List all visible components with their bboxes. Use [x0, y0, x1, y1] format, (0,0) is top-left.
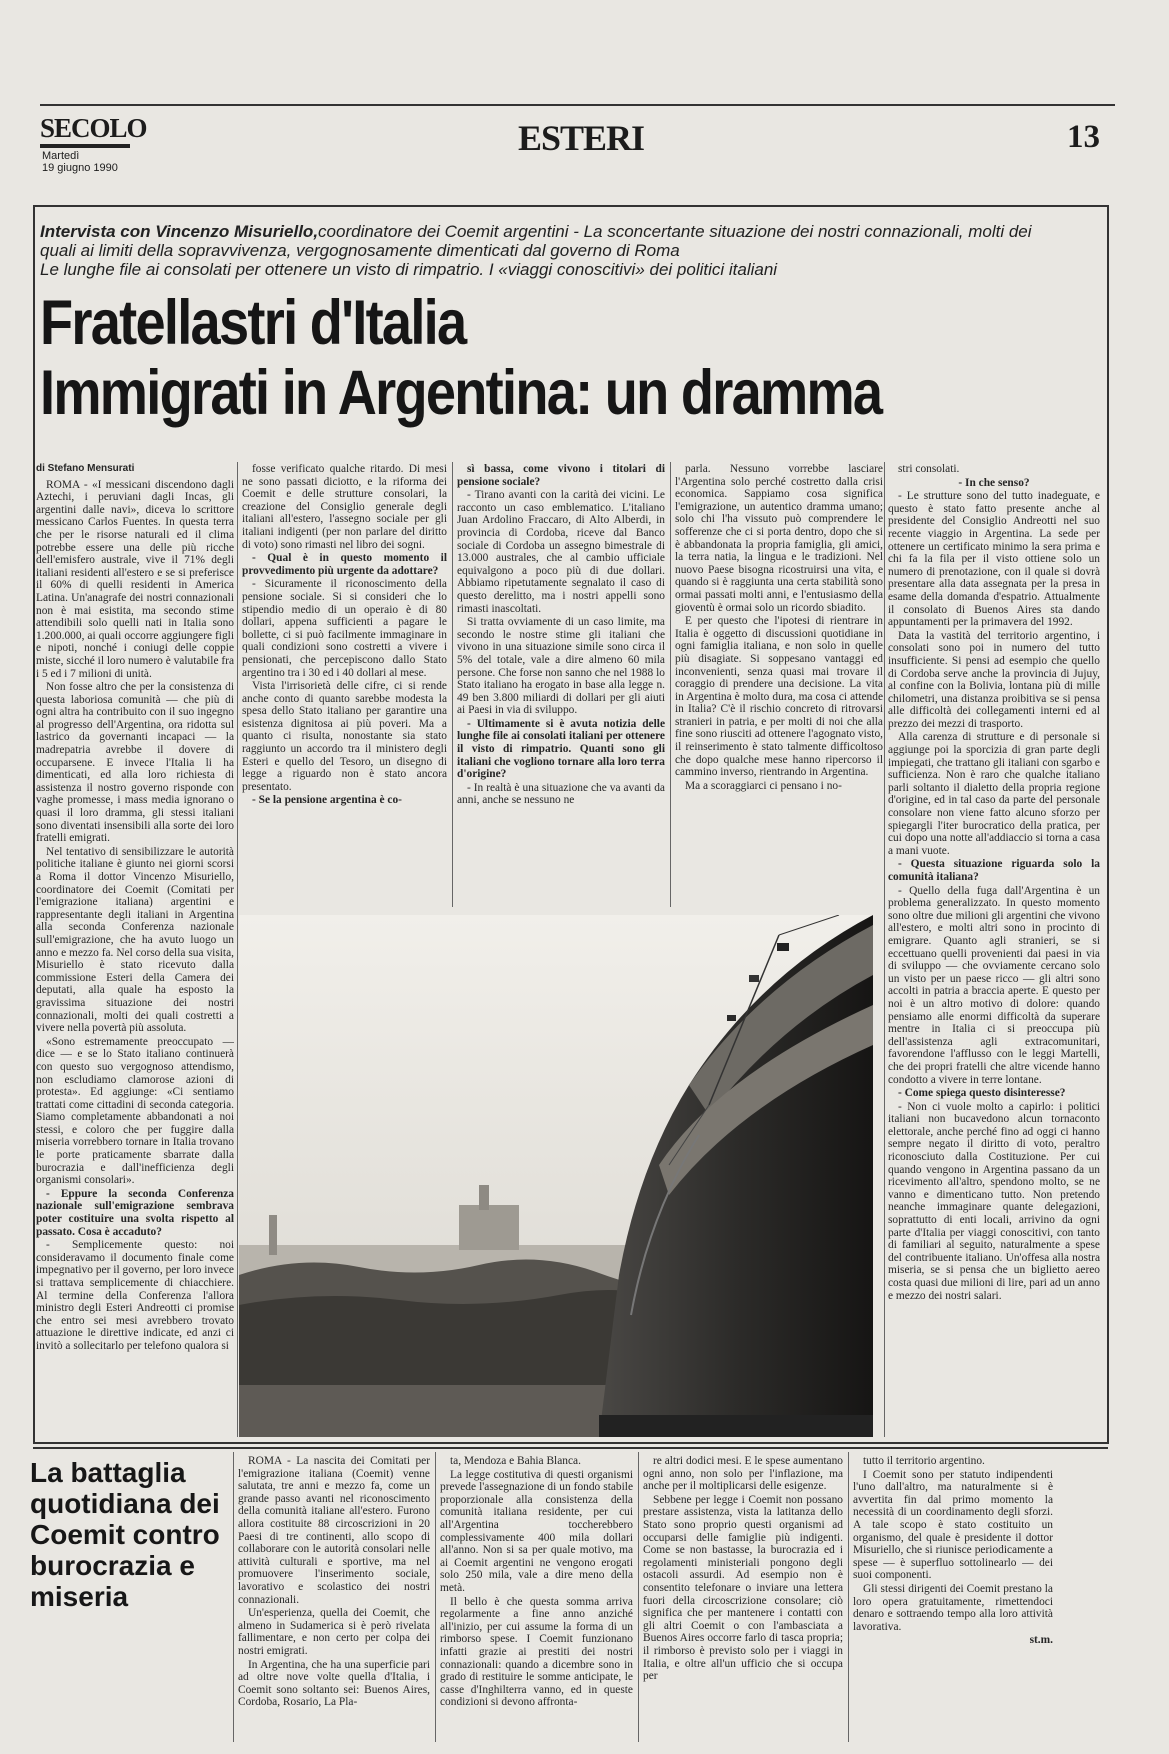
sidebar-col2-para-1: ta, Mendoza e Bahia Blanca. — [450, 1455, 581, 1467]
sidebar-col4-para-2: I Coemit sono per statuto indipendenti l'uno dall'altro, ma naturalmente si è avvertita fin dal primo momento la necessità di un coordinamento degli sforzi. A tale scopo è stato costituito un organismo, del quale è presidente il dottor Misuriello, che si riunisce periodicamente a spese — è superfluo sottolinearlo — dei suoi componenti. — [853, 1468, 1053, 1582]
newspaper-logo: SECOLO — [40, 113, 147, 143]
headline-line-2: Immigrati in Argentina: un dramma — [40, 358, 882, 428]
sidebar-col4-para-1: tutto il territorio argentino. — [863, 1455, 985, 1467]
column-divider — [452, 462, 453, 907]
col1-para-4: «Sono estremamente preoccupato — dice — e se lo Stato italiano continuerà con questo suo vergognoso attendismo, non escludiamo clamorose azioni di protesta». Ed aggiunge: «Ci sentiamo trattati come cittadini di seconda categoria. Siamo completamente abbandonati a noi stessi, e coloro che per fuggire dalla miseria vorrebbero tornare in Italia trovano le porte praticamente sbarrate dalla burocrazia e dall'inefficienza degli organismi consolari». — [36, 1035, 234, 1187]
headline — [40, 288, 934, 428]
emigrant-ship-photo — [239, 915, 873, 1437]
masthead — [40, 105, 1110, 175]
sidebar-column-3 — [643, 1455, 843, 1740]
article-deck — [40, 222, 1060, 279]
sidebar-col3-para-1: re altri dodici mesi. E le spese aumentano ogni anno, non solo per l'inflazione, ma anche per il moltiplicarsi delle esigenze. — [643, 1455, 843, 1493]
sidebar-col2-para-2: La legge costitutiva di questi organismi prevede l'assegnazione di un fondo stabile proporzionale alla consistenza della comunità italiana residente, per cui all'Argentina toccherebbero complessivamente 400 mila dollari all'anno. Non si sa per quale motivo, ma ai Coemit argentini ne vengono erogati solo 250 mila, vale a dire meno della metà. — [440, 1468, 633, 1594]
col1-para-1: ROMA - «I messicani discendono dagli Aztechi, i peruviani dagli Incas, gli argentini dalle navi», diceva lo scrittore messicano Carlos Fuentes. In questa terra che per le risorse naturali ed il clima potrebbe essere una delle più ricche dell'emisfero australe, vive il 71% degli italiani residenti all'estero e se si preferisce il 60% di quelli residenti in America Latina. Un'anagrafe dei nostri connazionali non è mai esistita, ma secondo stime attendibili solo quelli nati in Italia sono 1.200.000, ai quali occorre aggiungere figli e nipoti, nonché i coniugi delle coppie miste, sicché il loro numero è valutabile fra i 5 ed i 7 milioni di unità. — [36, 478, 234, 680]
column-divider — [848, 1452, 849, 1742]
page-number: 13 — [1067, 119, 1100, 155]
sidebar-headline: La battaglia quotidiana dei Coemit contro burocrazia e miseria — [30, 1457, 220, 1612]
col5-question-3: - Come spiega questo disinteresse? — [898, 1087, 1066, 1100]
section-divider — [33, 1447, 1108, 1449]
col2-question-2: - Se la pensione argentina è co- — [252, 794, 402, 807]
sidebar-col1-para-2: Un'esperienza, quella dei Coemit, che almeno in Sudamerica si è però rivelata fallimentare, e non certo per colpa dei nostri emigrati. — [238, 1607, 430, 1657]
column-divider — [237, 462, 238, 1437]
sidebar-column-1 — [238, 1455, 430, 1740]
column-divider — [670, 462, 671, 907]
sidebar-col1-para-1: ROMA - La nascita dei Comitati per l'emigrazione italiana (Coemit) venne salutata, tre anni e mezzo fa, come un grande passo avanti nel riconoscimento della comunità italiane all'estero. Furono allora costituite 88 circoscrizioni in 20 Paesi di tre continenti, allo scopo di collaborare con le autorità consolari nelle attività culturali e sportive, ma nel promuovere l'inserimento sociale, lavorativo e scolastico dei nostri connazionali. — [238, 1455, 430, 1606]
col3-para-2: Si tratta ovviamente di un caso limite, ma secondo le nostre stime gli italiani che vivono in una situazione simile sono circa il 5% del totale, vale a dire almeno 60 mila persone. Che forse non sanno che nel 1988 lo Stato italiano ha erogato in base alla legge n. 49 ben 3.800 miliardi di dollari per gli aiuti ai Paesi in via di sviluppo. — [457, 616, 665, 717]
article-column-3 — [457, 463, 665, 903]
sidebar-signature: st.m. — [1029, 1634, 1053, 1647]
col1-para-2: Non fosse altro che per la consistenza di questa laboriosa comunità — che più di ogni altra ha contribuito con il suo ingegno al progresso dell'Argentina, ora ridotta sul lastrico da governanti incapaci — la madrepatria avrebbe il dovere di occuparsene. E invece l'Italia li ha dimenticati, ed alla loro richiesta di assistenza il nostro governo risponde con vaghe promesse, i mass media ignorano o quasi il loro dramma, gli stessi italiani sono diventati insensibili alla sorte dei loro fratelli emigrati. — [36, 681, 234, 845]
logo-underline — [40, 144, 130, 148]
col5-para-3: Data la vastità del territorio argentino, i consolati sono poi in numero del tutto insufficiente. Si pensi ad esempio che quello di Cordoba serve anche la provincia di Jujuy, al confine con la Bolivia, lontana più di mille chilometri, una distanza proibitiva se si pensa alle difficoltà dei collegamenti interni ed al prezzo dei mezzi di trasporto. — [888, 629, 1100, 730]
col5-para-4: Alla carenza di strutture e di personale si aggiunge poi la sporcizia di gran parte degli impiegati, che trattano gli italiani con sgarbo e sufficienza. Non è raro che qualche italiano parli soltanto il dialetto della propria regione d'origine, ed in tal caso da parte del personale consolare non viene fatto alcuno sforzo per spiegargli l'iter burocratico della pratica, per cui dopo una notte all'addiaccio si torna a casa a mani vuote. — [888, 731, 1100, 857]
col4-para-1: parla. Nessuno vorrebbe lasciare l'Argentina solo perché costretto dalla crisi economica. Sappiamo cosa significa l'emigrazione, un autentico dramma umano; solo chi l'ha vissuto può comprendere le sofferenze che ci si porta dentro, dopo che si è abbandonata la propria famiglia, gli amici, la terra natia, la lingua e le tradizioni. Nel nuovo Paese bisogna ricostruirsi una vita, e quando si è raggiunta una certa stabilità sono ormai passati molti anni, e l'entusiasmo della gioventù è ormai solo un ricordo sbiadito. — [675, 463, 883, 614]
issue-date-text: 19 giugno 1990 — [42, 162, 118, 174]
article-column-5 — [888, 463, 1100, 1438]
headline-line-1: Fratellastri d'Italia — [40, 288, 466, 358]
col2-para-2: - Sicuramente il riconoscimento della pensione sociale. Si si consideri che lo stipendio medio di un operaio è di 80 dollari, appena sufficienti a pagare le bollette, ci si può facilmente immaginare in quali condizioni sono costretti a vivere i pensionati, che percepiscono dallo Stato argentino tra i 30 ed i 40 dollari al mese. — [242, 578, 447, 679]
deck-line-1: coordinatore dei Coemit argentini - La sconcertante situazione dei nostri connazionali, molti dei quali ai limiti della sopravvivenza, vergognosamente dimenticati dal governo di Roma — [40, 222, 1032, 260]
sidebar-col3-para-2: Sebbene per legge i Coemit non possano prestare assistenza, vista la latitanza dello Stato sono proprio questi organismi ad occuparsi delle famiglie più indigenti. Come se non bastasse, la burocrazia ed i regolamenti ministeriali pongono degli ostacoli assurdi. Ad esempio non è consentito telefonare o inviare una lettera fuori della circoscrizione consolare; ciò significa che per mantenere i contatti con gli altri Coemit o con l'ambasciata a Buenos Aires occorre farlo di tasca propria; il rimborso è previsto solo per i viaggi in Italia, e oltre all'un ufficio che si occupa per — [643, 1493, 843, 1683]
col1-para-3: Nel tentativo di sensibilizzare le autorità politiche italiane è giunto nei giorni scorsi a Roma il dottor Vincenzo Misuriello, coordinatore dei Coemit (Comitati per l'emigrazione italiana) argentini e rappresentante degli italiani in Argentina alla seconda Conferenza nazionale sull'emigrazione, che ha avuto luogo un anno e mezzo fa. Nel corso della sua visita, Misuriello è stato ricevuto dalla commissione Esteri della Camera dei deputati, alla quale ha esposto la gravissima situazione dei nostri connazionali, molti dei quali costretti a vivere nella povertà più assoluta. — [36, 845, 234, 1035]
col3-question-1: sì bassa, come vivono i titolari di pensione sociale? — [457, 463, 665, 488]
column-divider — [233, 1452, 234, 1742]
article-column-2 — [242, 463, 447, 903]
deck-line-2: Le lunghe file ai consolati per ottenere un visto di rimpatrio. I «viaggi conoscitivi» dei politici italiani — [40, 260, 778, 279]
sidebar-col4-para-3: Gli stessi dirigenti dei Coemit prestano la loro opera gratuitamente, rimettendoci denaro e sottraendo tempo alla loro attività lavorativa. — [853, 1582, 1053, 1633]
issue-date — [42, 150, 118, 174]
sidebar-col2-para-3: Il bello è che questa somma arriva regolarmente a fine anno anziché all'inizio, per cui assume la forma di un rimborso spese. I Coemit funzionano infatti grazie ai prestiti dei nostri connazionali: quando a dicembre sono in grado di restituire le somme anticipate, le casse d'Inghilterra vanno, ed in queste condizioni si devono affronta- — [440, 1595, 633, 1709]
column-divider — [638, 1452, 639, 1742]
col5-question-1: - In che senso? — [958, 476, 1030, 489]
article-column-4 — [675, 463, 883, 903]
col3-para-3: - In realtà è una situazione che va avanti da anni, anche se nessuno ne — [457, 781, 665, 807]
col5-para-6: - Non ci vuole molto a capirlo: i politici italiani non bucavedono alcun tornaconto elettorale, anche perché fino ad oggi ci hanno sempre negato il diritto di voto, peraltro riconosciuto dalla Costituzione. Per cui quando vengono in Argentina passano da un ricevimento all'altro, spendono molto, se ne vanno e dimenticano tutto. Non pretendo neanche immaginare quante delegazioni, soprattutto di enti locali, arrivino da ogni parte d'Italia per viaggi conoscitivi, con tanto di familiari al seguito, naturalmente a spese del contribuente italiano. Un'offesa alla nostra miseria, se si pensa che un biglietto aereo costa quasi due milioni di lire, pari ad un anno e mezzo dei nostri salari. — [888, 1100, 1100, 1302]
col5-para-1: stri consolati. — [898, 463, 960, 475]
column-divider — [435, 1452, 436, 1742]
col5-para-5: - Quello della fuga dall'Argentina è un problema generalizzato. In questo momento sono oltre due milioni gli argentini che vivono all'estero, e molti altri sono in procinto di emigrare. Quanto agli stranieri, se si eccettuano quelli provenienti dai paesi in via di sviluppo — che ovviamente cercano solo un visto per un paese ricco — gli altri sono accolti in patria a braccia aperte. E questo per noi è un altro motivo di dolore: quando pensiamo alle enormi difficoltà da superare mentre in Italia ci si preoccupa più dell'assistenza agli extracomunitari, favorendone l'afflusso con le leggi Martelli, che dei propri fratelli che altre vicende hanno condotto a vivere in terre lontane. — [888, 884, 1100, 1086]
col5-para-2: - Le strutture sono del tutto inadeguate, e questo è stato fatto presente anche al presidente del Consiglio Andreotti nel suo recente viaggio in Argentina. La sede per ottenere un certificato minimo la sera prima e chi fa la fila per il visto ottiene solo un numero di prenotazione, con il quale si dovrà presentare alla data assegnata per la presa in esame della domanda d'espatrio. Attualmente il consolato di Buenos Aires sta dando appuntamenti per la primavera del 1992. — [888, 490, 1100, 629]
col2-question-1: - Qual è in questo momento il provvedimento più urgente da adottare? — [242, 552, 447, 577]
col5-question-2: - Questa situazione riguarda solo la comunità italiana? — [888, 858, 1100, 883]
article-column-1 — [36, 463, 234, 1438]
col3-para-1: - Tirano avanti con la carità dei vicini. Le racconto un caso emblematico. L'italiano Juan Ardolino Fraccaro, di Alto Alberdi, in provincia di Cordoba, riceve dal Banco sociale di Cordoba un assegno bimestrale di 13.000 australes, che al cambio ufficiale equivalgono a poco più di due dollari. Abbiamo ripetutamente segnalato il caso di questo derelitto, ma i nostri appelli sono rimasti inascoltati. — [457, 489, 665, 615]
section-title: ESTERI — [518, 118, 645, 158]
column-divider — [884, 462, 885, 1437]
deck-lead: Intervista con Vincenzo Misuriello, — [40, 222, 319, 241]
col2-para-3: Vista l'irrisorietà delle cifre, ci si rende anche conto di quanto sarebbe modesta la spesa dello Stato italiano per garantire una esistenza dignitosa ai più poveri. Ma a quanto ci risulta, nonostante sia stato raggiunto un accordo tra il ministero degli Esteri e quello del Tesoro, un disegno di legge a riguardo non è stato ancora presentato. — [242, 680, 447, 793]
sidebar-column-4 — [853, 1455, 1053, 1740]
col4-para-2: E per questo che l'ipotesi di rientrare in Italia è oggetto di discussioni quotidiane in ogni famiglia italiana, e non solo in quelle più disagiate. Si soppesano vantaggi ed inconvenienti, senza quasi mai trovare il coraggio di prendere una decisione. La vita in Argentina è molto dura, ma cosa ci attende in Italia? C'è il rischio concreto di ritrovarsi stranieri in patria, e per molti di noi che alla fine sono riusciti ad ottenere l'agognato visto, il reinserimento è stato talmente difficoltoso che dopo qualche mese hanno ripercorso il cammino inverso, rientrando in Argentina. — [675, 615, 883, 779]
sidebar-col1-para-3: In Argentina, che ha una superficie pari ad oltre nove volte quella d'Italia, i Coemit sono soltanto sei: Buenos Aires, Cordoba, Rosario, La Pla- — [238, 1658, 430, 1709]
col3-question-2: - Ultimamente si è avuta notizia delle lunghe file ai consolati italiani per ottenere il visto di rimpatrio. Quanti sono gli italiani che vogliono tornare alla loro terra d'origine? — [457, 717, 665, 781]
col1-para-5: - Semplicemente questo: noi consideravamo il documento finale come impegnativo per il governo, per loro invece si trattava semplicemente di chiacchiere. Al termine della Conferenza l'allora ministro degli Esteri Andreotti ci promise che entro sei mesi avrebbero trovato attuazione le direttive indicate, ed anzi ci invitò a sollecitarlo per telefono qualora si — [36, 1239, 234, 1352]
col1-question-1: - Eppure la seconda Conferenza nazionale sull'emigrazione sembrava poter costituire una svolta rispetto al passato. Cosa è accaduto? — [36, 1187, 234, 1238]
ship-illustration — [239, 915, 873, 1437]
col4-para-3: Ma a scoraggiarci ci pensano i no- — [685, 779, 842, 792]
byline: di Stefano Mensurati — [36, 463, 135, 474]
issue-day: Martedì — [42, 150, 80, 162]
col2-para-1: fosse verificato qualche ritardo. Di mesi ne sono passati diciotto, e la riforma dei Coemit e delle strutture consolari, la creazione del Consiglio generale degli italiani all'estero, l'assegno sociale per gli italiani indigenti (per non parlare del diritto di voto) sono rimasti nel libro dei sogni. — [242, 463, 447, 551]
sidebar-column-2 — [440, 1455, 633, 1740]
